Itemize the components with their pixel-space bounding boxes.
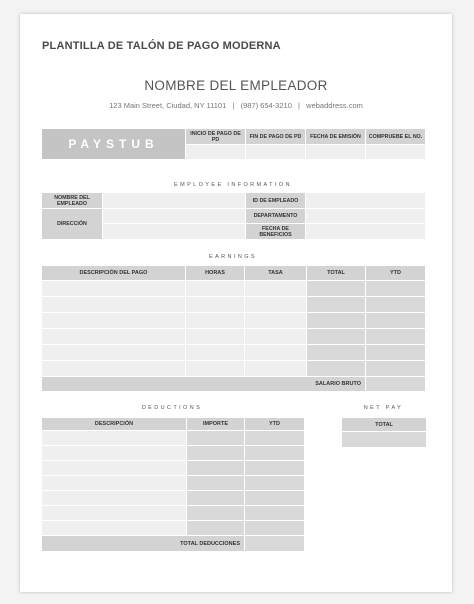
total-deductions-label: TOTAL DEDUCCIONES (42, 536, 245, 552)
earnings-cell[interactable] (307, 345, 366, 361)
deductions-cell[interactable] (245, 476, 305, 491)
employee-name-label: NOMBRE DEL EMPLEADO (42, 193, 103, 209)
address-separator: | (232, 101, 235, 110)
deductions-cell[interactable] (245, 431, 305, 446)
deductions-amount-header: IMPORTE (187, 418, 245, 431)
earnings-cell[interactable] (42, 297, 186, 313)
earnings-cell[interactable] (42, 281, 186, 297)
paystub-header-table (41, 128, 426, 160)
deductions-cell[interactable] (187, 506, 245, 521)
netpay-total-header: TOTAL (342, 418, 427, 432)
earnings-cell[interactable] (245, 329, 307, 345)
earnings-table (41, 265, 426, 392)
employer-street: 123 Main Street, Ciudad, NY 11101 (109, 101, 227, 110)
hire-date-cell[interactable] (306, 224, 426, 240)
employee-info-table (41, 192, 426, 240)
earnings-cell[interactable] (307, 361, 366, 377)
netpay-table (341, 417, 427, 448)
earnings-cell[interactable] (366, 313, 426, 329)
deductions-cell[interactable] (245, 446, 305, 461)
address-cell-2[interactable] (103, 224, 246, 240)
earnings-cell[interactable] (245, 313, 307, 329)
paystub-page (20, 14, 452, 592)
earnings-cell[interactable] (245, 361, 307, 377)
deductions-ytd-header: YTD (245, 418, 305, 431)
earnings-cell[interactable] (307, 297, 366, 313)
employee-name-cell[interactable] (103, 193, 246, 209)
deductions-cell[interactable] (245, 491, 305, 506)
earnings-cell[interactable] (366, 361, 426, 377)
earnings-cell[interactable] (186, 297, 245, 313)
check-number-cell[interactable] (366, 145, 426, 160)
earnings-rate-header: TASA (245, 266, 307, 281)
earnings-cell[interactable] (42, 313, 186, 329)
deductions-cell[interactable] (187, 431, 245, 446)
earnings-cell[interactable] (186, 281, 245, 297)
deductions-cell[interactable] (42, 521, 187, 536)
earnings-hours-header: HORAS (186, 266, 245, 281)
employee-id-cell[interactable] (306, 193, 426, 209)
netpay-title: NET PAY (363, 405, 404, 411)
pay-period-start-cell[interactable] (186, 145, 246, 160)
deductions-cell[interactable] (42, 491, 187, 506)
deductions-cell[interactable] (245, 461, 305, 476)
earnings-cell[interactable] (186, 361, 245, 377)
earnings-cell[interactable] (42, 345, 186, 361)
department-label: DEPARTAMENTO (246, 209, 306, 224)
earnings-cell[interactable] (307, 313, 366, 329)
employer-phone: (987) 654-3210 (240, 101, 292, 110)
employee-id-label: ID DE EMPLEADO (246, 193, 306, 209)
earnings-cell[interactable] (366, 297, 426, 313)
earnings-cell[interactable] (186, 313, 245, 329)
deductions-cell[interactable] (245, 506, 305, 521)
earnings-cell[interactable] (366, 329, 426, 345)
earnings-cell[interactable] (186, 329, 245, 345)
hire-date-label: FECHA DE BENEFICIOS (246, 224, 306, 240)
deductions-cell[interactable] (187, 491, 245, 506)
earnings-cell[interactable] (366, 281, 426, 297)
deductions-cell[interactable] (245, 521, 305, 536)
deductions-cell[interactable] (187, 446, 245, 461)
deductions-title: DEDUCTIONS (141, 405, 203, 411)
earnings-cell[interactable] (366, 345, 426, 361)
earnings-cell[interactable] (186, 345, 245, 361)
issue-date-cell[interactable] (306, 145, 366, 160)
deductions-cell[interactable] (42, 506, 187, 521)
earnings-cell[interactable] (307, 281, 366, 297)
deductions-description-header: DESCRIPCIÓN (42, 418, 187, 431)
earnings-description-header: DESCRIPCIÓN DEL PAGO (42, 266, 186, 281)
total-deductions-cell[interactable] (245, 536, 305, 552)
paystub-label: PAYSTUB (42, 129, 186, 160)
earnings-cell[interactable] (42, 361, 186, 377)
address-separator: | (298, 101, 300, 110)
earnings-cell[interactable] (245, 281, 307, 297)
document-title: PLANTILLA DE TALÓN DE PAGO MODERNA (42, 40, 281, 52)
address-cell-1[interactable] (103, 209, 246, 224)
earnings-cell[interactable] (245, 345, 307, 361)
gross-pay-label: SALARIO BRUTO (42, 377, 366, 392)
deductions-cell[interactable] (187, 521, 245, 536)
deductions-cell[interactable] (42, 431, 187, 446)
deductions-cell[interactable] (187, 461, 245, 476)
earnings-ytd-header: YTD (366, 266, 426, 281)
address-label: DIRECCIÓN (42, 209, 103, 240)
employer-address (20, 101, 452, 110)
deductions-cell[interactable] (42, 446, 187, 461)
deductions-table (41, 417, 305, 552)
gross-pay-cell[interactable] (366, 377, 426, 392)
check-number-header: COMPRUEBE EL NO. (366, 129, 426, 145)
department-cell[interactable] (306, 209, 426, 224)
employee-info-title: EMPLOYEE INFORMATION (174, 182, 292, 188)
earnings-cell[interactable] (42, 329, 186, 345)
earnings-total-header: TOTAL (307, 266, 366, 281)
employer-web: webaddress.com (306, 101, 363, 110)
employer-name: NOMBRE DEL EMPLEADOR (144, 78, 328, 93)
earnings-cell[interactable] (245, 297, 307, 313)
netpay-total-cell[interactable] (342, 432, 427, 448)
deductions-cell[interactable] (187, 476, 245, 491)
pay-period-end-header: FIN DE PAGO DE PD (246, 129, 306, 145)
earnings-cell[interactable] (307, 329, 366, 345)
deductions-cell[interactable] (42, 476, 187, 491)
deductions-cell[interactable] (42, 461, 187, 476)
issue-date-header: FECHA DE EMISIÓN (306, 129, 366, 145)
earnings-title: EARNINGS (209, 254, 257, 260)
pay-period-end-cell[interactable] (246, 145, 306, 160)
pay-period-start-header: INICIO DE PAGO DE PD (186, 129, 246, 145)
